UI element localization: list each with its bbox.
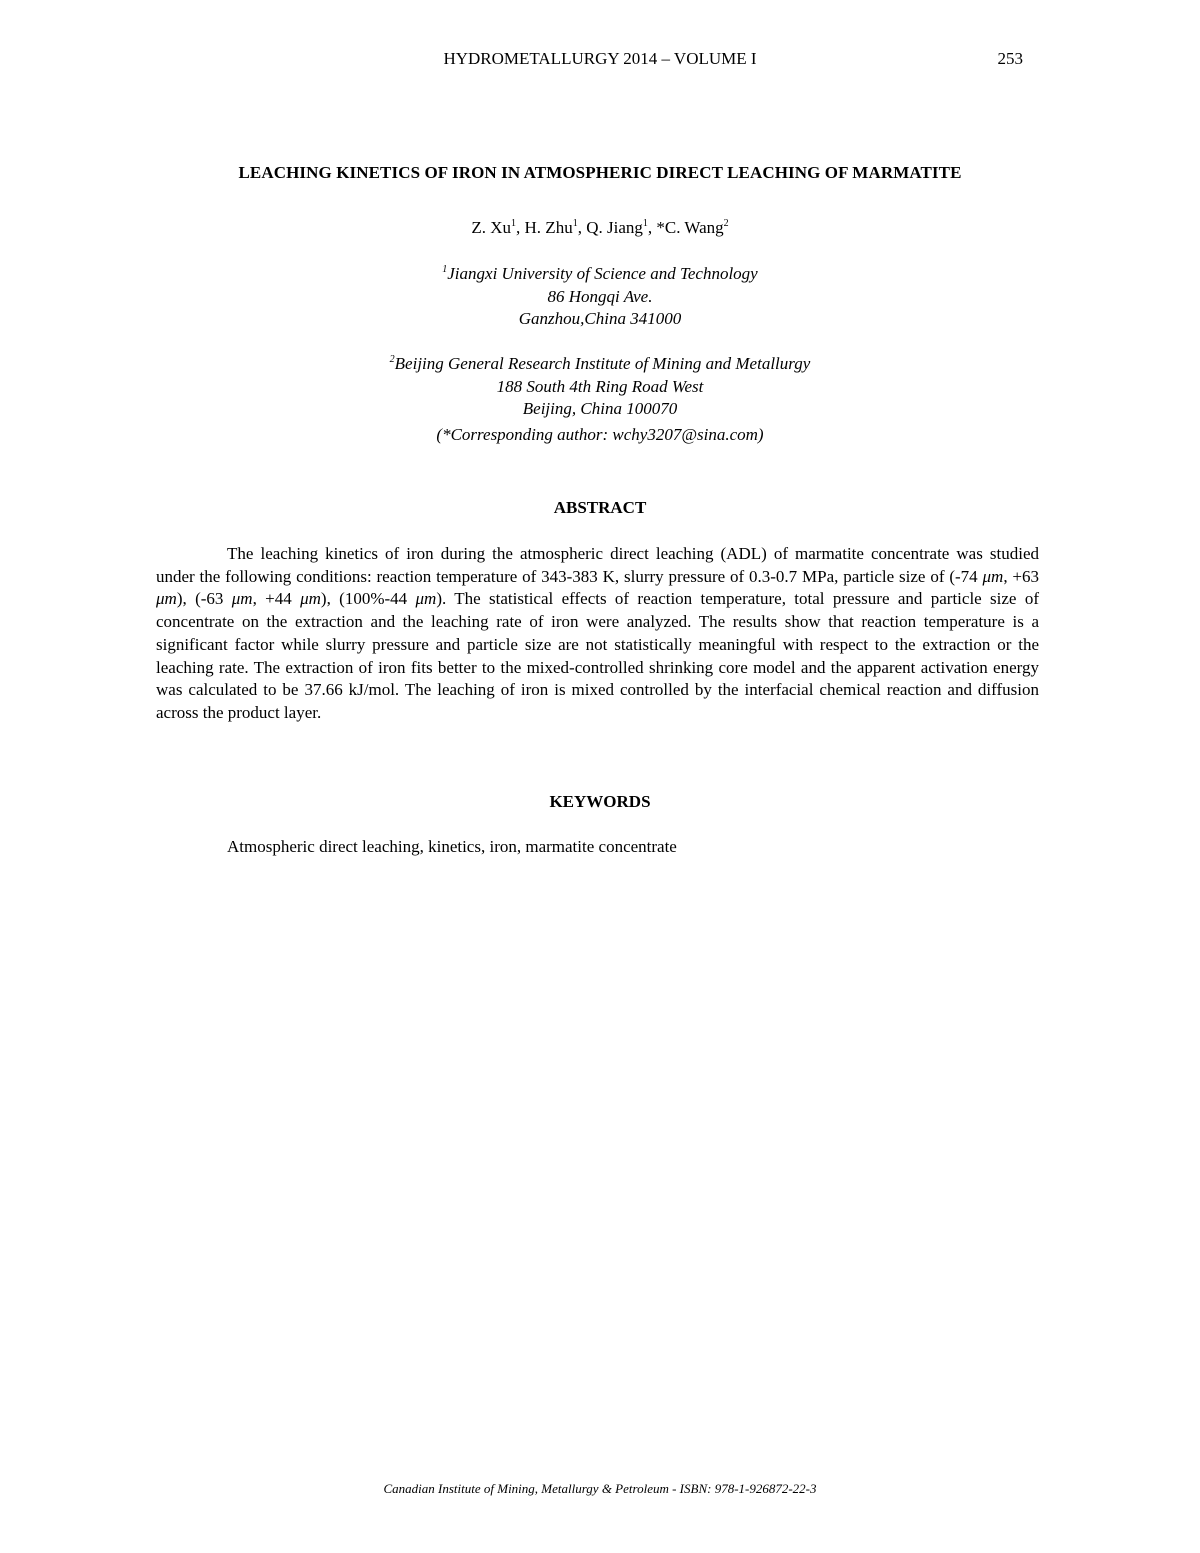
- affiliation-line: [0, 263, 1200, 286]
- abstract-heading: ABSTRACT: [553, 498, 647, 517]
- corresponding-author: (*Corresponding author: wchy3207@sina.com): [436, 425, 764, 444]
- author-separator: ,: [647, 218, 657, 237]
- keywords-heading: KEYWORDS: [549, 792, 651, 811]
- micron-unit: μm: [415, 589, 437, 609]
- affiliation-1: [0, 263, 1200, 331]
- author-name: Q. Jiang: [586, 218, 643, 237]
- author-separator: ,: [577, 218, 587, 237]
- keywords-text: Atmospheric direct leaching, kinetics, iron, marmatite concentrate: [227, 837, 677, 856]
- affiliation-street: 86 Hongqi Ave.: [547, 286, 653, 306]
- affiliation-institution: Beijing General Research Institute of Mining and Metallurgy: [394, 354, 811, 373]
- author-name: H. Zhu: [524, 218, 573, 237]
- affiliation-2: [0, 353, 1200, 421]
- author-affiliation-mark: 1: [642, 218, 648, 229]
- affiliation-mark: 2: [389, 354, 395, 365]
- affiliation-city: Ganzhou,China 341000: [518, 309, 682, 328]
- author-name: *C. Wang: [656, 218, 724, 237]
- author-list: [0, 218, 1200, 238]
- journal-title: HYDROMETALLURGY 2014 – VOLUME I: [443, 49, 757, 68]
- running-head: [0, 49, 1200, 73]
- author-affiliation-mark: 2: [723, 218, 729, 229]
- micron-unit: μm: [982, 566, 1004, 586]
- affiliation-city: Beijing, China 100070: [522, 399, 678, 418]
- micron-unit: μm: [156, 589, 177, 609]
- micron-unit: μm: [300, 589, 321, 609]
- page-number: 253: [997, 49, 1023, 68]
- author-separator: ,: [516, 218, 525, 237]
- paper-title: LEACHING KINETICS OF IRON IN ATMOSPHERIC DIRECT LEACHING OF MARMATITE: [238, 163, 962, 182]
- abstract-text: The leaching kinetics of iron during the atmospheric direct leaching (ADL) of marmatite concentrate was studied under the following conditions: reaction temperature of 343-383 K, slurry pressure of 0.3-0.7 MPa, particle size of (-74 μm, +63 μm), (-63 μm, +44 μm), (100%-44 μm). The statistical effects of reaction temperature, total pressure and particle size of concentrate on the extraction and the leaching rate of iron were analyzed. The results show that reaction temperature is a significant factor while slurry pressure and particle size are not statistically meaningful with respect to the extraction or the leaching rate. The extraction of iron fits better to the mixed-controlled shrinking core model and the apparent activation energy was calculated to be 37.66 kJ/mol. The leaching of iron is mixed controlled by the interfacial chemical reaction and diffusion across the product layer.: [156, 544, 1039, 722]
- affiliation-mark: 1: [442, 264, 448, 275]
- author-affiliation-mark: 1: [572, 218, 578, 229]
- affiliation-line: [0, 353, 1200, 376]
- author-name: Z. Xu: [471, 218, 512, 237]
- page-footer: Canadian Institute of Mining, Metallurgy & Petroleum - ISBN: 978-1-926872-22-3: [383, 1481, 817, 1496]
- micron-unit: μm: [231, 589, 253, 609]
- affiliation-street: 188 South 4th Ring Road West: [496, 376, 704, 396]
- author-affiliation-mark: 1: [511, 218, 517, 229]
- affiliation-institution: Jiangxi University of Science and Technology: [447, 264, 758, 283]
